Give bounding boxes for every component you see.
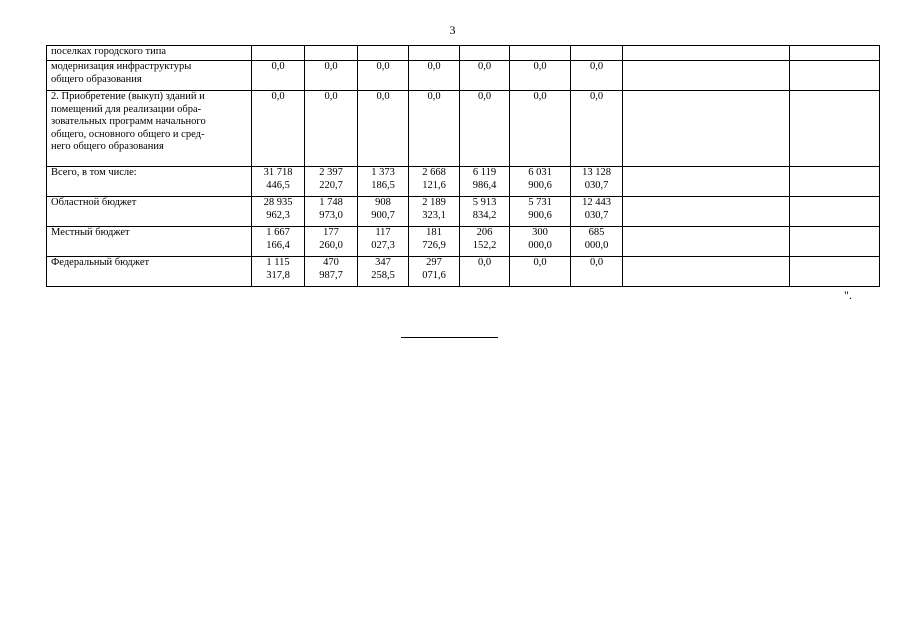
table-row bbox=[47, 91, 880, 167]
table-row bbox=[47, 197, 880, 227]
row-label: Всего, в том числе: bbox=[47, 167, 252, 197]
extra-cell bbox=[790, 257, 880, 287]
row-label: Областной бюджет bbox=[47, 197, 252, 227]
value-cell: 0,0 bbox=[571, 61, 623, 91]
value-cell: 908 900,7 bbox=[358, 197, 409, 227]
value-cell: 0,0 bbox=[358, 61, 409, 91]
value-cell: 2 668 121,6 bbox=[409, 167, 460, 197]
value-cell: 13 128 030,7 bbox=[571, 167, 623, 197]
value-cell: 6 031 900,6 bbox=[510, 167, 571, 197]
value-cell: 0,0 bbox=[409, 91, 460, 167]
row-label: 2. Приобретение (выкуп) зданий и помещений для реализации обра- зовательных программ начального общего, основного общего и сред- него общего образования bbox=[47, 91, 252, 167]
table-row bbox=[47, 61, 880, 91]
value-cell bbox=[571, 46, 623, 61]
table-row bbox=[47, 167, 880, 197]
extra-cell bbox=[623, 227, 790, 257]
value-cell: 0,0 bbox=[510, 257, 571, 287]
value-cell: 0,0 bbox=[460, 61, 510, 91]
value-cell bbox=[358, 46, 409, 61]
value-cell: 0,0 bbox=[571, 257, 623, 287]
value-cell: 181 726,9 bbox=[409, 227, 460, 257]
row-label: Местный бюджет bbox=[47, 227, 252, 257]
value-cell: 1 748 973,0 bbox=[305, 197, 358, 227]
value-cell: 470 987,7 bbox=[305, 257, 358, 287]
value-cell: 0,0 bbox=[510, 61, 571, 91]
extra-cell bbox=[790, 167, 880, 197]
extra-cell bbox=[623, 167, 790, 197]
table-row bbox=[47, 46, 880, 61]
table-row bbox=[47, 227, 880, 257]
value-cell: 5 913 834,2 bbox=[460, 197, 510, 227]
value-cell: 300 000,0 bbox=[510, 227, 571, 257]
row-label: модернизация инфраструктуры общего образования bbox=[47, 61, 252, 91]
value-cell: 31 718 446,5 bbox=[252, 167, 305, 197]
extra-cell bbox=[790, 46, 880, 61]
value-cell: 1 115 317,8 bbox=[252, 257, 305, 287]
value-cell: 1 373 186,5 bbox=[358, 167, 409, 197]
value-cell bbox=[510, 46, 571, 61]
value-cell: 0,0 bbox=[510, 91, 571, 167]
value-cell: 117 027,3 bbox=[358, 227, 409, 257]
value-cell: 0,0 bbox=[252, 61, 305, 91]
extra-cell bbox=[790, 61, 880, 91]
value-cell: 0,0 bbox=[305, 91, 358, 167]
value-cell: 12 443 030,7 bbox=[571, 197, 623, 227]
budget-table bbox=[46, 45, 880, 287]
value-cell: 1 667 166,4 bbox=[252, 227, 305, 257]
extra-cell bbox=[623, 91, 790, 167]
extra-cell bbox=[790, 91, 880, 167]
value-cell: 0,0 bbox=[252, 91, 305, 167]
extra-cell bbox=[623, 197, 790, 227]
value-cell: 0,0 bbox=[305, 61, 358, 91]
value-cell: 0,0 bbox=[460, 91, 510, 167]
value-cell: 177 260,0 bbox=[305, 227, 358, 257]
value-cell: 0,0 bbox=[460, 257, 510, 287]
value-cell bbox=[409, 46, 460, 61]
extra-cell bbox=[623, 61, 790, 91]
page-number: 3 bbox=[449, 23, 456, 37]
extra-cell bbox=[790, 197, 880, 227]
value-cell: 6 119 986,4 bbox=[460, 167, 510, 197]
value-cell: 206 152,2 bbox=[460, 227, 510, 257]
footer-divider bbox=[401, 337, 498, 338]
value-cell: 5 731 900,6 bbox=[510, 197, 571, 227]
value-cell: 685 000,0 bbox=[571, 227, 623, 257]
value-cell bbox=[252, 46, 305, 61]
value-cell: 0,0 bbox=[571, 91, 623, 167]
value-cell bbox=[305, 46, 358, 61]
value-cell: 297 071,6 bbox=[409, 257, 460, 287]
value-cell: 347 258,5 bbox=[358, 257, 409, 287]
value-cell: 2 189 323,1 bbox=[409, 197, 460, 227]
row-label: Федеральный бюджет bbox=[47, 257, 252, 287]
value-cell: 0,0 bbox=[409, 61, 460, 91]
value-cell: 0,0 bbox=[358, 91, 409, 167]
row-label: поселках городского типа bbox=[47, 46, 252, 61]
value-cell bbox=[460, 46, 510, 61]
extra-cell bbox=[790, 227, 880, 257]
extra-cell bbox=[623, 257, 790, 287]
table-row bbox=[47, 257, 880, 287]
extra-cell bbox=[623, 46, 790, 61]
value-cell: 28 935 962,3 bbox=[252, 197, 305, 227]
value-cell: 2 397 220,7 bbox=[305, 167, 358, 197]
closing-quote: ". bbox=[844, 288, 852, 302]
